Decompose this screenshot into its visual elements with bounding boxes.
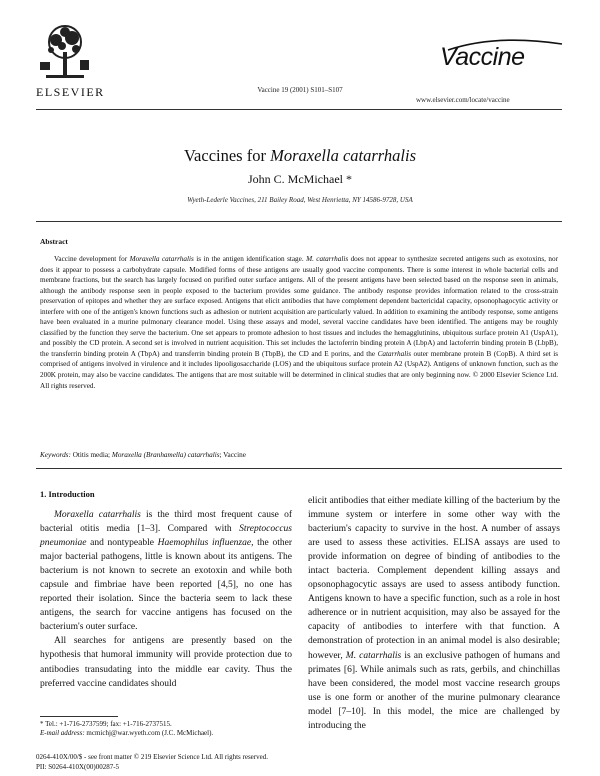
journal-brand: Vaccine	[440, 43, 525, 71]
copyright-footer	[36, 752, 268, 772]
article-author: John C. McMichael *	[248, 172, 352, 186]
footnote-email: E-mail address: mcmichj@war.wyeth.com (J.C. McMichael).	[40, 729, 214, 737]
abstract-text: Vaccine development for Moraxella catarrhalis is in the antigen identification stage. M. catarrhalis does not appear to synthesize secreted antigens such as exotoxins, nor does it appear to possess a carbohydrate capsule. Modified forms of these antigens are usually good vaccine components. There is some interest in whole bacterial cells and membrane fractions, but the search has largely focused on purified outer surface antigens. All of the present antigens have been selected based on the response seen in animals, although the antibody response seen in people exposed to the bacterium provides some guidance. The antibody response provides information related to the cross-strain preservation of epitopes and whether they are surface exposed. Antigens that elicit antibodies that have complement dependent bactericidal capacity, opsonophagocytic activity or interfere with one of the antigen's known functions such as adhesion or nutrient acquisition are particularly valued. In addition to examining the antibody response, some antigens have been evaluated in a murine pulmonary clearance model. Using these assays and model, several vaccine candidates have been identified. The antigens may be roughly classified by the function they serve the bacterium. One set appears to promote adhesion to host tissues and includes the hemagglutinins, ubiquitous surface protein A1 (UspA1), and possibly the CD protein. A second set is involved in nutrient acquisition. This set includes the lactoferrin binding protein A (LbpA) and lactoferrin binding protein B (LbpB), the transferrin binding protein A (TbpA) and transferrin binding protein B (TbpB), the CD and E porins, and the Catarrhalis outer membrane protein B (CopB). A third set is comprised of antigens involved in virulence and it includes lipooligosaccharide (LOS) and the ubiquitous surface protein A2 (UspA2). Antigens of unknown function, such as the 200K protein, may also be vaccine candidates. The antigens that are most suitable will be determined in clinical studies that are only beginning now. © 2000 Elsevier Science Ltd. All rights reserved.	[40, 255, 558, 390]
abstract-top-rule	[36, 221, 562, 222]
journal-reference: Vaccine 19 (2001) S101–S107	[257, 86, 343, 94]
intro-paragraph-1: Moraxella catarrhalis is the third most frequent cause of bacterial otitis media [1–3]. Compared with Streptococcus pneumoniae and nontypeable Haemophilus influenzae, the other major bacterial pathogens, little is known about its antigens. The bacterium is not known to secrete an exotoxin and while both capsule and fimbriae have been reported [4,5], no one has reported their isolation. Since the bacteria seem to lack these antigens, the search for vaccine antigens has focused on the bacterium's outer surface.	[40, 510, 292, 633]
body-column-right	[308, 494, 560, 733]
intro-paragraph-3: elicit antibodies that either mediate killing of the bacterium by the immune system or interfere in some other way with the bacterium's capacity to survive in the host. A number of assays are used to assess these activities. ELISA assays are used to provide information on degree of binding of antibodies to the intact bacteria. Complement dependent killing assays and opsonophagocytic assays are used to assess antibody function. Antigens known to have a specific function, such as a role in host adherence or in nutrient acquisition, may also be assayed for the capacity of antibodies to interfere with that function. A demonstration of protection in an animal model is also desirable; however, M. catarrhalis is an exclusive pathogen of humans and primates [6]. While animals such as rats, gerbils, and chinchillas have been considered, the model most vaccine research groups use is one form or another of the murine pulmonary clearance model [7–10]. In this model, the mice are challenged by introducing the	[308, 496, 561, 731]
article-title	[0, 146, 600, 166]
author-footnote	[40, 720, 300, 738]
copyright-line: 0264-410X/00/$ - see front matter © 219 Elsevier Science Ltd. All rights reserved.	[36, 753, 268, 761]
tree-logo-icon	[36, 22, 94, 82]
publisher-tree-logo	[36, 22, 94, 82]
author-affiliation: Wyeth-Lederle Vaccines, 211 Bailey Road, West Henrietta, NY 14586-9728, USA	[187, 196, 413, 204]
intro-paragraph-2: All searches for antigens are presently based on the hypothesis that humoral immunity will provide protection due to antibodies transudating into the middle ear cavity. Thus the preferred vaccine candidates should	[40, 636, 292, 689]
footnote-contact: * Tel.: +1-716-2737599; fax: +1-716-2737515.	[40, 720, 172, 728]
keywords: Keywords: Otitis media; Moraxella (Branhamella) catarrhalis; Vaccine	[40, 451, 246, 459]
abstract-bottom-rule	[36, 468, 562, 469]
publisher-name: ELSEVIER	[36, 85, 105, 99]
footnote-rule	[40, 716, 118, 717]
pii-line: PII: S0264-410X(00)00287-5	[36, 763, 120, 771]
header-rule	[36, 109, 562, 110]
title-prefix: Vaccines for	[183, 146, 271, 165]
journal-url[interactable]: www.elsevier.com/locate/vaccine	[416, 96, 510, 104]
section-heading-introduction: 1. Introduction	[40, 489, 95, 499]
body-column-left	[40, 508, 292, 691]
title-italic: Moraxella catarrhalis	[270, 146, 417, 165]
abstract-heading: Abstract	[40, 237, 68, 246]
